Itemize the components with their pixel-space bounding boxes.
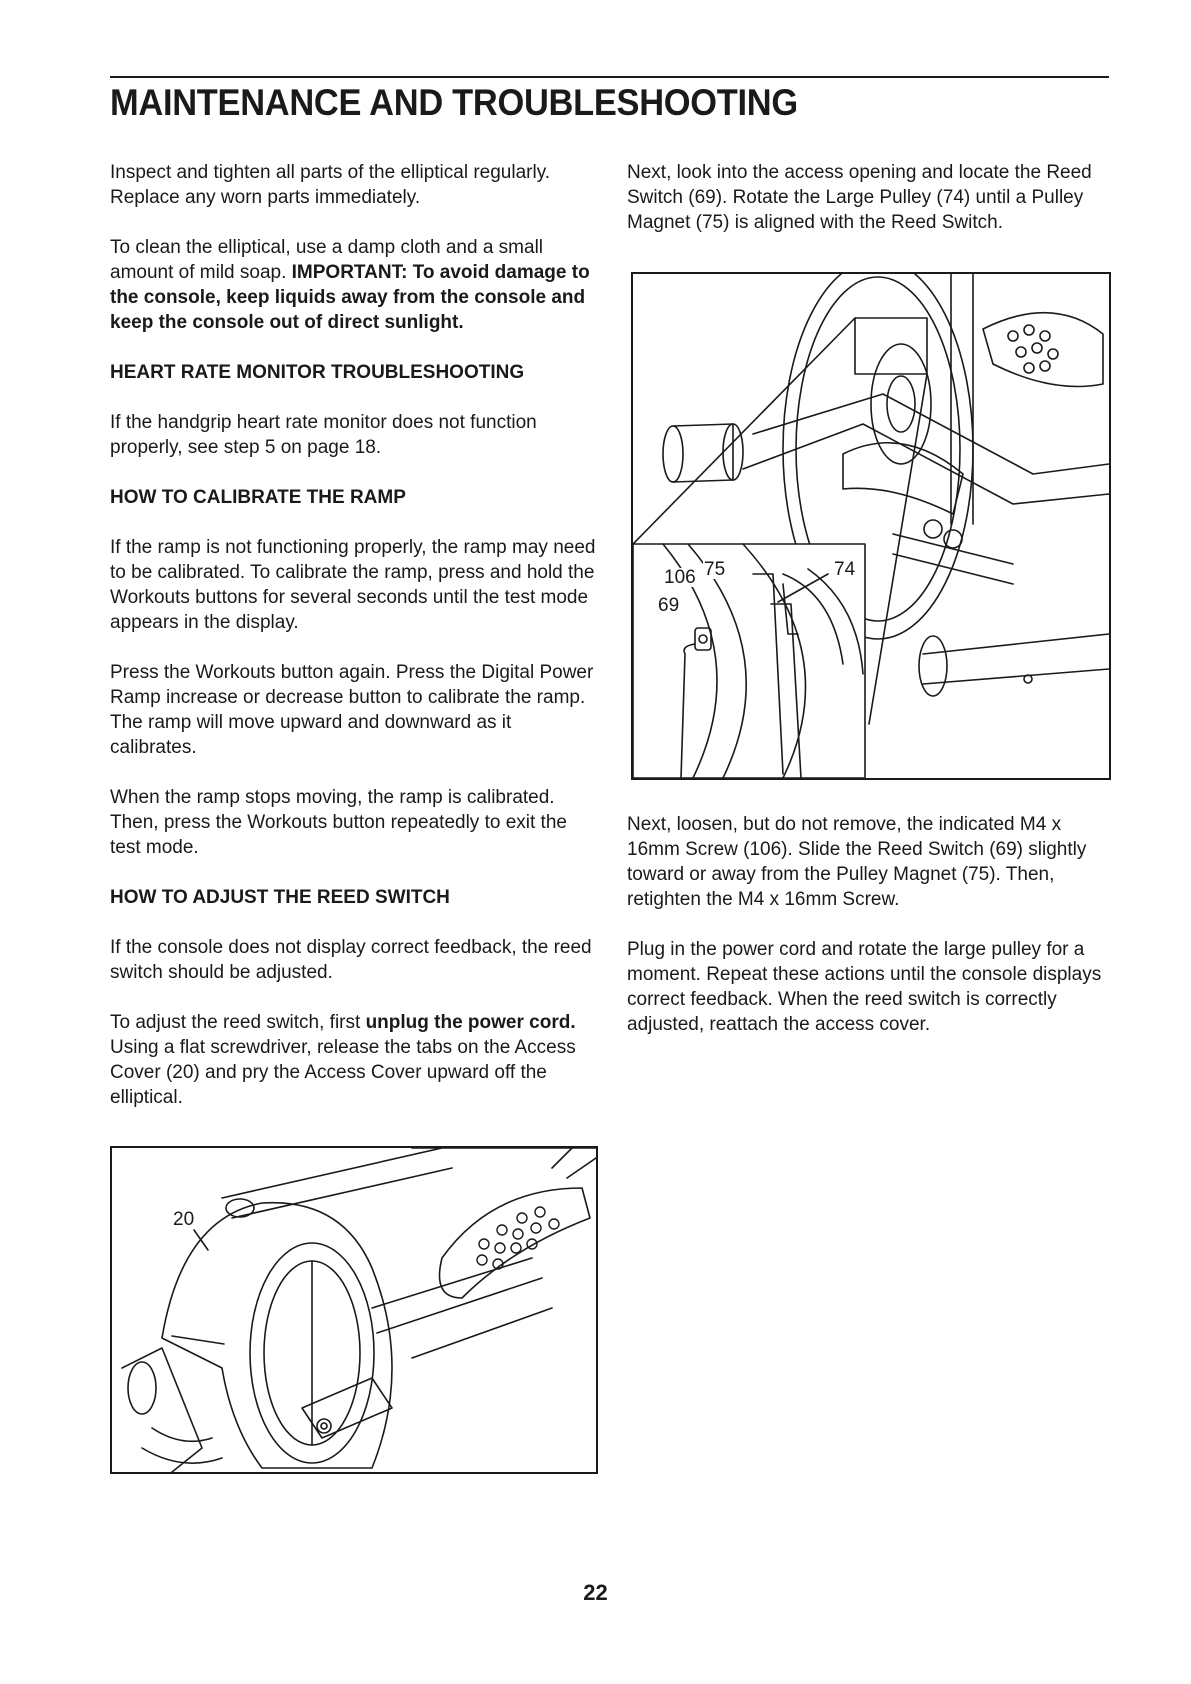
figure-reed-switch [631, 272, 1111, 780]
paragraph-plug: Plug in the power cord and rotate the large pulley for a moment. Repeat these actions until the console displays correct feedback. When the reed switch is correctly adjusted, reattach the access cover. [627, 939, 1102, 1035]
heading-reed-switch: HOW TO ADJUST THE REED SWITCH [110, 887, 450, 908]
callout-75: 75 [704, 559, 726, 580]
callout-74: 74 [834, 559, 856, 580]
paragraph-loosen: Next, loosen, but do not remove, the indicated M4 x 16mm Screw (106). Slide the Reed Switch (69) slightly toward or away from the Pulley Magnet (75). Then, retighten the M4 x 16mm Screw. [627, 814, 1087, 910]
clean-important: IMPORTANT: To avoid damage to the console, keep liquids away from the console and keep the console out of direct sunlight. [110, 262, 590, 333]
left-column [110, 160, 602, 1110]
paragraph-clean [110, 235, 602, 335]
paragraph-ramp-3: When the ramp stops moving, the ramp is calibrated. Then, press the Workouts button repeatedly to exit the test mode. [110, 787, 567, 858]
page-number: 22 [583, 1580, 608, 1605]
callout-106: 106 [664, 567, 696, 588]
paragraph-reed-1: If the console does not display correct feedback, the reed switch should be adjusted. [110, 937, 592, 983]
page-title: MAINTENANCE AND TROUBLESHOOTING [110, 82, 798, 123]
heading-heart-rate: HEART RATE MONITOR TROUBLESHOOTING [110, 362, 525, 383]
reed-switch-illustration [633, 274, 1109, 778]
heading-calibrate-ramp: HOW TO CALIBRATE THE RAMP [110, 487, 406, 508]
reed-unplug: unplug the power cord. [365, 1012, 576, 1033]
paragraph-inspect: Inspect and tighten all parts of the elliptical regularly. Replace any worn parts immediately. [110, 162, 551, 208]
right-column-bottom [627, 812, 1109, 1037]
reed-text-b: Using a flat screwdriver, release the tabs on the Access Cover (20) and pry the Access Cover upward off the elliptical. [110, 1037, 576, 1108]
paragraph-ramp-2: Press the Workouts button again. Press the Digital Power Ramp increase or decrease button to calibrate the ramp. The ramp will move upward and downward as it calibrates. [110, 662, 594, 758]
right-column-top [627, 160, 1107, 235]
title-rule [110, 76, 1109, 78]
clean-text: To clean the elliptical, use a damp cloth and a small amount of mild soap. [110, 237, 544, 283]
access-cover-illustration [112, 1148, 596, 1472]
paragraph-reed-2 [110, 1010, 602, 1110]
paragraph-locate: Next, look into the access opening and locate the Reed Switch (69). Rotate the Large Pulley (74) until a Pulley Magnet (75) is aligned with the Reed Switch. [627, 162, 1092, 233]
callout-69: 69 [658, 595, 680, 616]
callout-20: 20 [173, 1209, 195, 1230]
paragraph-ramp-1: If the ramp is not functioning properly, the ramp may need to be calibrated. To calibrate the ramp, press and hold the Workouts buttons for several seconds until the test mode appears in the display. [110, 537, 596, 633]
paragraph-heart-rate: If the handgrip heart rate monitor does not function properly, see step 5 on page 18. [110, 412, 537, 458]
figure-access-cover [110, 1146, 598, 1474]
reed-text-a: To adjust the reed switch, first [110, 1012, 366, 1033]
